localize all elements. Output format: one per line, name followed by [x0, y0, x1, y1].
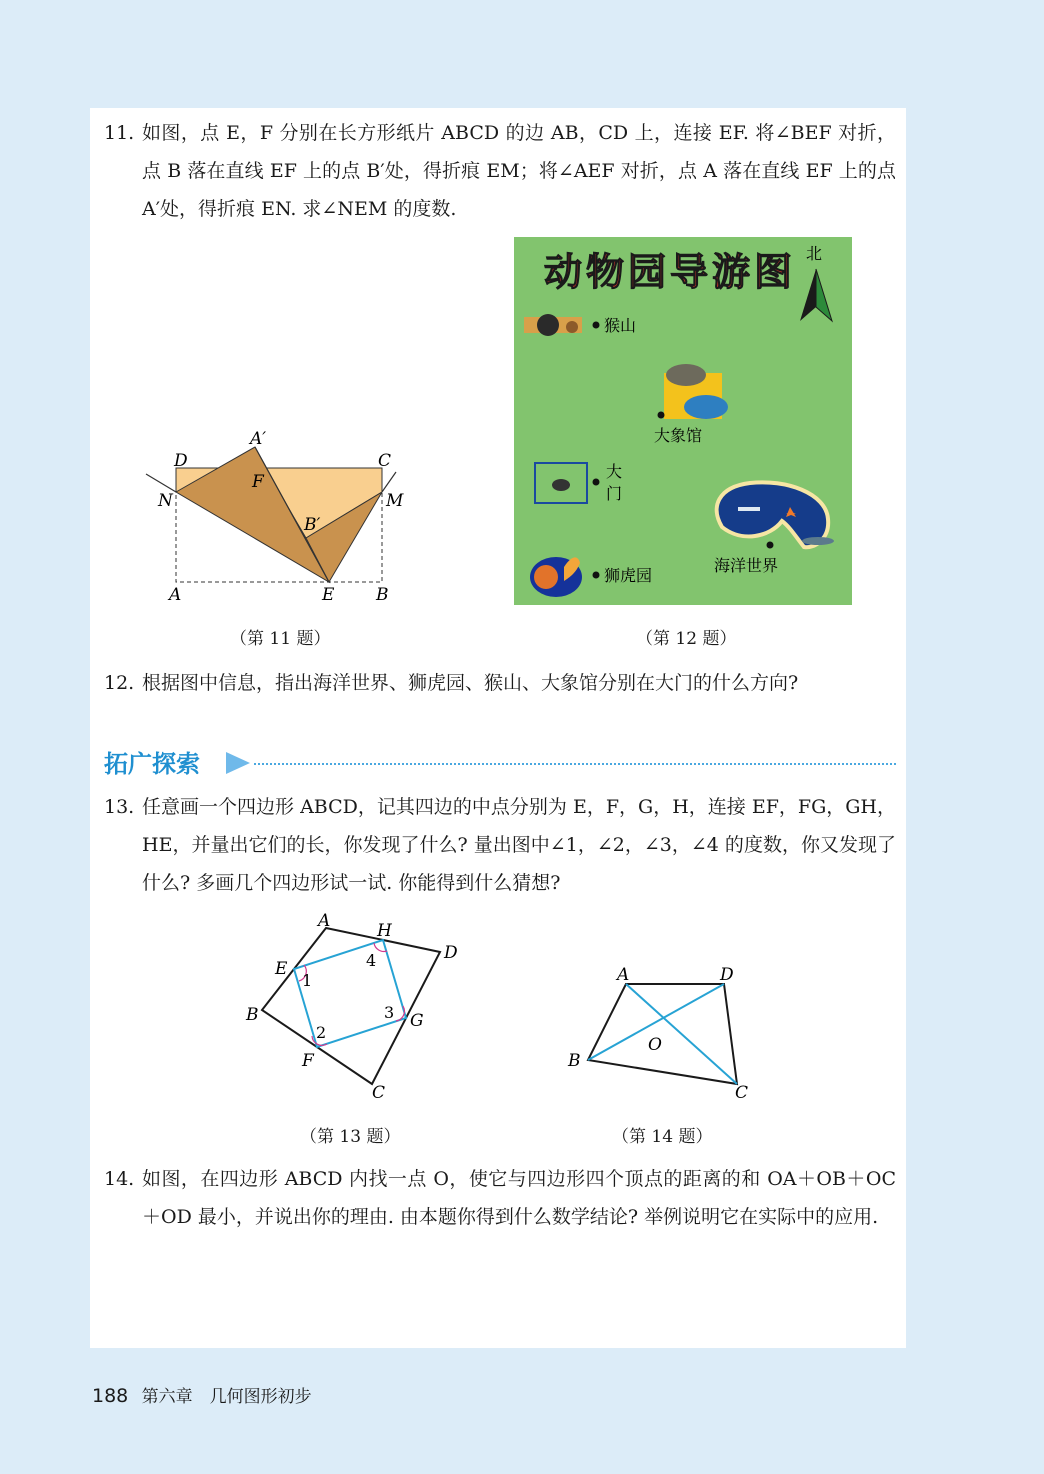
problem-11 [104, 114, 896, 228]
label-C: C [378, 451, 392, 471]
dot-monkey [593, 322, 600, 329]
line-n-extension [146, 474, 176, 492]
label-D: D [720, 965, 734, 985]
problem-number: 11. [104, 122, 135, 144]
place-gate-1: 大 [606, 462, 623, 481]
figure-14-quad-diagonals [560, 960, 760, 1105]
caption-fig14: （第 14 题） [612, 1127, 713, 1147]
place-lion: 狮虎园 [604, 566, 653, 585]
line-m-extension [382, 472, 396, 492]
label-B: B [246, 1005, 259, 1025]
label-angle-1: 1 [302, 971, 313, 990]
dot-lion [593, 572, 600, 579]
page-number: 188 [92, 1385, 129, 1407]
label-A: A [169, 585, 182, 605]
lion-icon [530, 557, 582, 597]
gate-figure-icon [552, 479, 570, 491]
figure-11-folding [140, 420, 420, 610]
label-M: M [386, 491, 404, 511]
label-angle-3: 3 [384, 1003, 395, 1022]
problem-text: 根据图中信息，指出海洋世界、狮虎园、猴山、大象馆分别在大门的什么方向? [142, 672, 799, 694]
label-C: C [735, 1083, 749, 1103]
label-F: F [302, 1051, 314, 1071]
dot-ocean [767, 542, 774, 549]
label-H: H [377, 921, 392, 941]
figure-12-zoo-map [514, 237, 852, 605]
place-elephant: 大象馆 [654, 426, 703, 445]
label-A-prime: A′ [250, 429, 267, 449]
figure-13-midpoint-quad [240, 905, 470, 1105]
label-B: B [568, 1051, 581, 1071]
problem-12 [104, 664, 896, 702]
problem-number: 14. [104, 1168, 135, 1190]
place-gate-2: 门 [606, 484, 623, 503]
quad-efgh [294, 940, 406, 1047]
label-C: C [372, 1083, 386, 1103]
north-label: 北 [806, 244, 823, 263]
caption-fig11: （第 11 题） [230, 629, 331, 649]
problem-number: 13. [104, 796, 135, 818]
monkey-icon [524, 314, 582, 336]
place-ocean: 海洋世界 [714, 556, 779, 575]
label-B: B [376, 585, 389, 605]
label-angle-2: 2 [316, 1023, 327, 1042]
label-D: D [444, 943, 458, 963]
label-E: E [322, 585, 335, 605]
problem-text: 如图，在四边形 ABCD 内找一点 O，使它与四边形四个顶点的距离的和 OA＋OB＋OC＋OD 最小，并说出你的理由. 由本题你得到什么数学结论? 举例说明它在实际中的应用. [142, 1168, 896, 1228]
section-title: 拓广探索 [104, 750, 200, 778]
problem-14 [104, 1160, 896, 1236]
caption-fig12: （第 12 题） [636, 629, 737, 649]
chapter-title: 第六章 几何图形初步 [141, 1387, 312, 1407]
label-N: N [158, 491, 173, 511]
label-G: G [410, 1011, 424, 1031]
quad-abcd [588, 984, 737, 1084]
dot-gate [593, 479, 600, 486]
section-header [104, 744, 896, 780]
problem-13 [104, 788, 896, 902]
map-title: 动物园导游图 [544, 249, 797, 294]
section-divider [254, 763, 896, 765]
label-O: O [648, 1035, 662, 1055]
caption-fig13: （第 13 题） [300, 1127, 401, 1147]
page-footer [92, 1382, 312, 1407]
section-arrow-icon [226, 752, 250, 774]
label-A: A [318, 911, 331, 931]
label-B-prime: B′ [304, 515, 321, 535]
place-monkey: 猴山 [604, 316, 637, 335]
problem-text: 如图，点 E，F 分别在长方形纸片 ABCD 的边 AB，CD 上，连接 EF. 将∠BEF 对折，点 B 落在直线 EF 上的点 B′处，得折痕 EM；将∠AEF 对折，点 A 落在直线 EF 上的点 A′处，得折痕 EN. 求∠NEM 的度数. [142, 122, 896, 220]
problem-number: 12. [104, 672, 135, 694]
label-E: E [275, 959, 288, 979]
label-F: F [252, 472, 264, 492]
label-A: A [617, 965, 630, 985]
label-angle-4: 4 [366, 951, 377, 970]
dot-elephant [658, 412, 665, 419]
problem-text: 任意画一个四边形 ABCD，记其四边的中点分别为 E，F，G，H，连接 EF，FG，GH，HE，并量出它们的长，你发现了什么? 量出图中∠1，∠2，∠3，∠4 的度数，你又发现了什么? 多画几个四边形试一试. 你能得到什么猜想? [142, 796, 896, 894]
label-D: D [174, 451, 188, 471]
